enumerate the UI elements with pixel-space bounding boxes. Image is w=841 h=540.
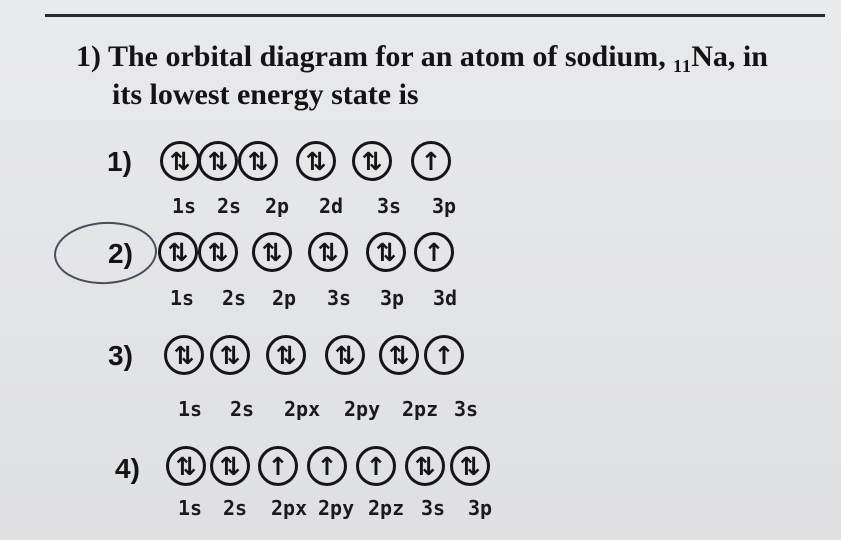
orbital-label: 2s bbox=[217, 194, 242, 218]
orbital-label: 3p bbox=[468, 496, 493, 520]
orbital-circle: ⇅ bbox=[352, 141, 392, 181]
orbital-circle: ⇅ bbox=[366, 232, 406, 272]
orbital-label: 3d bbox=[433, 286, 458, 310]
selected-answer-circle bbox=[52, 219, 158, 286]
orbital-circle: ⇅ bbox=[266, 335, 306, 375]
orbital-circle: ⇅ bbox=[198, 141, 238, 181]
orbital-label: 2pz bbox=[368, 496, 405, 520]
orbital-circle: ⇅ bbox=[252, 232, 292, 272]
orbital-label: 2pz bbox=[402, 397, 439, 421]
option-2-orbital-labels bbox=[170, 286, 470, 312]
option-3-orbital-row bbox=[164, 335, 474, 375]
orbital-circle: ↑ bbox=[307, 446, 347, 486]
orbital-label: 1s bbox=[178, 496, 203, 520]
option-1-number[interactable]: 1) bbox=[107, 146, 132, 177]
orbital-circle: ⇅ bbox=[296, 141, 336, 181]
option-2-orbital-row bbox=[158, 232, 468, 272]
orbital-label: 2s bbox=[222, 286, 247, 310]
option-1-orbital-labels bbox=[172, 194, 472, 220]
orbital-label: 2px bbox=[284, 397, 321, 421]
orbital-label: 2p bbox=[265, 194, 290, 218]
orbital-circle: ⇅ bbox=[379, 335, 419, 375]
orbital-label: 3s bbox=[377, 194, 402, 218]
option-1-orbital-row bbox=[160, 141, 470, 181]
orbital-label: 2py bbox=[318, 496, 355, 520]
orbital-label: 2px bbox=[271, 496, 308, 520]
option-3-number[interactable]: 3) bbox=[108, 340, 133, 371]
orbital-label: 2p bbox=[272, 286, 297, 310]
orbital-label: 3s bbox=[421, 496, 446, 520]
orbital-circle: ⇅ bbox=[210, 446, 250, 486]
orbital-label: 3p bbox=[380, 286, 405, 310]
question-text-line2: its lowest energy state is bbox=[112, 78, 419, 111]
orbital-circle: ⇅ bbox=[164, 335, 204, 375]
orbital-circle: ⇅ bbox=[160, 141, 200, 181]
orbital-circle: ↑ bbox=[411, 141, 451, 181]
option-3-orbital-labels bbox=[178, 397, 478, 423]
orbital-circle: ↑ bbox=[356, 446, 396, 486]
question-text-line1: 1) The orbital diagram for an atom of sodium, ₁₁Na, in bbox=[76, 40, 768, 73]
orbital-label: 3s bbox=[327, 286, 352, 310]
orbital-label: 2s bbox=[223, 496, 248, 520]
orbital-circle: ⇅ bbox=[308, 232, 348, 272]
orbital-circle: ⇅ bbox=[166, 446, 206, 486]
orbital-circle: ⇅ bbox=[405, 446, 445, 486]
orbital-circle: ⇅ bbox=[198, 232, 238, 272]
orbital-label: 2py bbox=[344, 397, 381, 421]
orbital-circle: ⇅ bbox=[325, 335, 365, 375]
orbital-circle: ⇅ bbox=[238, 141, 278, 181]
orbital-label: 2s bbox=[230, 397, 255, 421]
orbital-circle: ↑ bbox=[258, 446, 298, 486]
orbital-circle: ⇅ bbox=[450, 446, 490, 486]
orbital-label: 3p bbox=[432, 194, 457, 218]
option-4-orbital-row bbox=[166, 446, 506, 486]
top-divider-line bbox=[45, 14, 825, 17]
orbital-label: 3s bbox=[454, 397, 479, 421]
option-2-number[interactable]: 2) bbox=[108, 238, 133, 269]
option-4-number[interactable]: 4) bbox=[115, 453, 140, 484]
orbital-label: 1s bbox=[178, 397, 203, 421]
orbital-label: 2d bbox=[319, 194, 344, 218]
orbital-circle: ⇅ bbox=[158, 232, 198, 272]
orbital-label: 1s bbox=[172, 194, 197, 218]
orbital-circle: ↑ bbox=[414, 232, 454, 272]
orbital-label: 1s bbox=[170, 286, 195, 310]
option-4-orbital-labels bbox=[178, 496, 498, 522]
orbital-circle: ↑ bbox=[424, 335, 464, 375]
orbital-circle: ⇅ bbox=[210, 335, 250, 375]
